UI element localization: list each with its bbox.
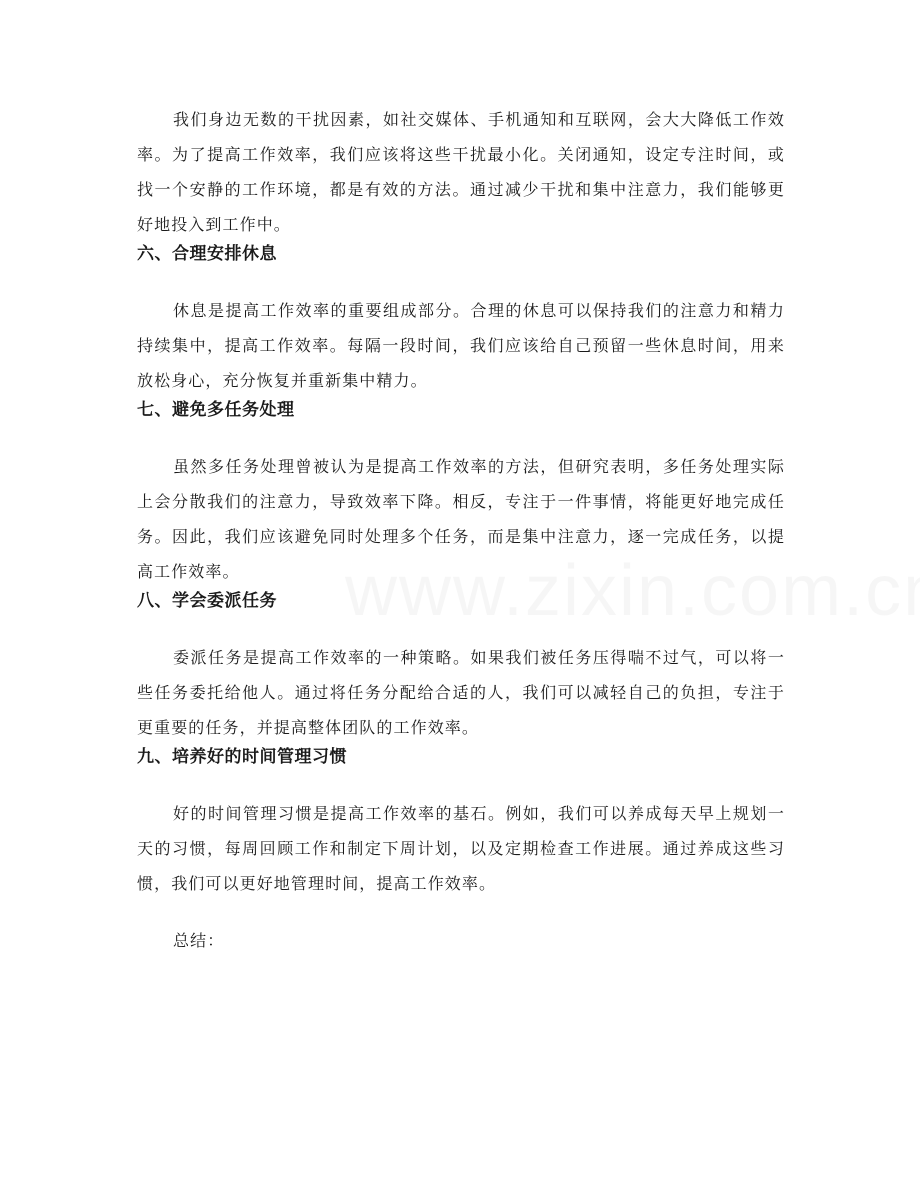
section-heading-7: 七、避免多任务处理 <box>137 400 295 420</box>
section-body-7: 虽然多任务处理曾被认为是提高工作效率的方法，但研究表明，多任务处理实际上会分散我们的注意力，导致效率下降。相反，专注于一件事情，将能更好地完成任务。因此，我们应该避免同时处理多个任务，而是集中注意力，逐一完成任务，以提高工作效率。 <box>137 457 785 581</box>
section-heading-8: 八、学会委派任务 <box>137 591 277 611</box>
section-heading-6: 六、合理安排休息 <box>137 244 277 264</box>
intro-paragraph: 我们身边无数的干扰因素，如社交媒体、手机通知和互联网，会大大降低工作效率。为了提高工作效率，我们应该将这些干扰最小化。关闭通知，设定专注时间，或找一个安静的工作环境，都是有效的方法。通过减少干扰和集中注意力，我们能够更好地投入到工作中。 <box>137 110 785 234</box>
section-body-9: 好的时间管理习惯是提高工作效率的基石。例如，我们可以养成每天早上规划一天的习惯，每周回顾工作和制定下周计划，以及定期检查工作进展。通过养成这些习惯，我们可以更好地管理时间，提高工作效率。 <box>137 804 785 893</box>
section-body-8: 委派任务是提高工作效率的一种策略。如果我们被任务压得喘不过气，可以将一些任务委托给他人。通过将任务分配给合适的人，我们可以减轻自己的负担，专注于更重要的任务，并提高整体团队的工作效率。 <box>137 648 785 737</box>
section-heading-9: 九、培养好的时间管理习惯 <box>137 747 347 767</box>
document-body <box>137 102 785 958</box>
summary-label: 总结： <box>173 931 225 950</box>
section-body-6: 休息是提高工作效率的重要组成部分。合理的休息可以保持我们的注意力和精力持续集中，提高工作效率。每隔一段时间，我们应该给自己预留一些休息时间，用来放松身心，充分恢复并重新集中精力。 <box>137 301 785 390</box>
